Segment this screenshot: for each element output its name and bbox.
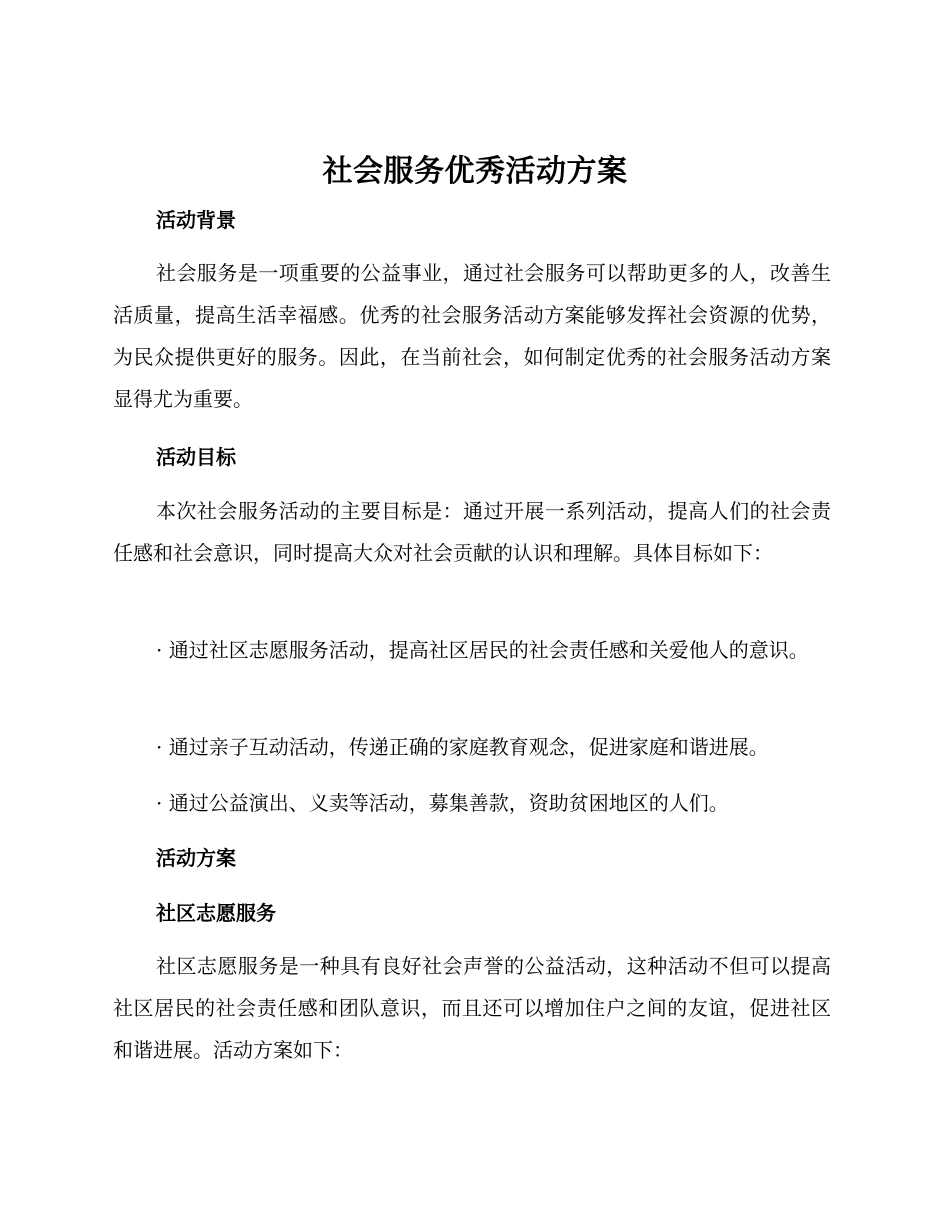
background-paragraph: 社会服务是一项重要的公益事业，通过社会服务可以帮助更多的人，改善生活质量，提高生活幸福感。优秀的社会服务活动方案能够发挥社会资源的优势，为民众提供更好的服务。因此，在当前社会，如何制定优秀的社会服务活动方案显得尤为重要。 [113,261,831,411]
document-title: 社会服务优秀活动方案 [322,154,628,189]
section-heading-background: 活动背景 [156,208,236,232]
goal-bullet-2: · 通过亲子互动活动，传递正确的家庭教育观念，促进家庭和谐进展。 [156,735,769,759]
goals-paragraph: 本次社会服务活动的主要目标是：通过开展一系列活动，提高人们的社会责任感和社会意识，同时提高大众对社会贡献的认识和理解。具体目标如下： [113,499,831,565]
section-heading-community-volunteer: 社区志愿服务 [156,901,276,925]
section-heading-goals: 活动目标 [156,445,236,469]
community-volunteer-paragraph: 社区志愿服务是一种具有良好社会声誉的公益活动，这种活动不但可以提高社区居民的社会责任感和团队意识，而且还可以增加住户之间的友谊，促进社区和谐进展。活动方案如下： [113,954,831,1062]
goal-bullet-1: · 通过社区志愿服务活动，提高社区居民的社会责任感和关爱他人的意识。 [156,638,809,662]
section-heading-plan: 活动方案 [156,846,236,870]
goal-bullet-3: · 通过公益演出、义卖等活动，募集善款，资助贫困地区的人们。 [156,791,729,815]
